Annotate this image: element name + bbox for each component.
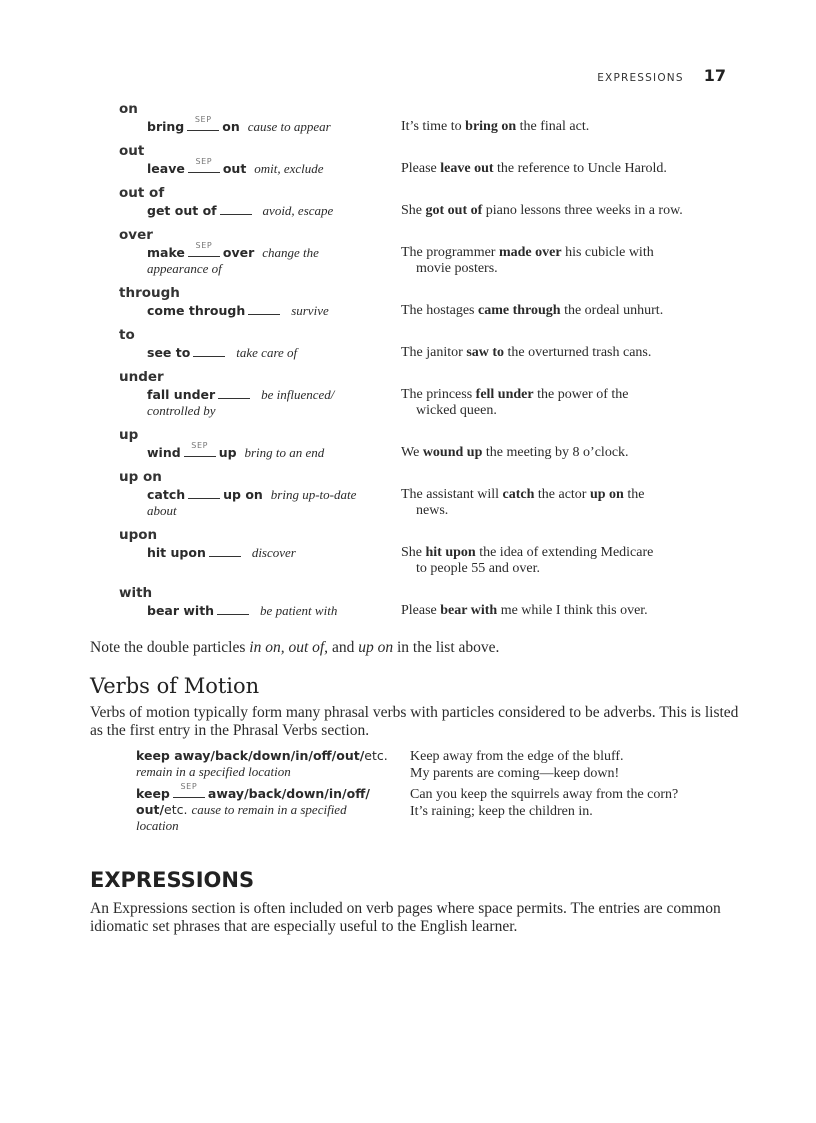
entry-row [147,603,739,619]
particle-heading: to [119,327,135,343]
expressions-paragraph: An Expressions section is often included on verb pages where space permits. The entries are common idiomatic set phrases that are especially useful to the English learner. [90,900,721,935]
example-text: The programmer [401,245,499,260]
entry-row [147,387,739,419]
object-blank [217,603,249,615]
example-sentence: My parents are coming—keep down! [410,766,620,781]
example-continuation: movie posters. [416,261,498,276]
particle-heading: through [119,285,180,301]
phrasal-verb: come through [147,303,246,318]
particle-group [119,143,739,177]
example-text: We [401,445,423,460]
definition: be patient with [260,603,338,618]
note-text: in the list above. [393,639,500,656]
example-cell [401,245,739,277]
entry-row [147,303,739,319]
phrasal-verb: fall under [147,387,216,402]
example-text: the overturned trash cans. [504,345,652,360]
motion-verb: out/ [136,802,165,817]
verb-cell [147,603,401,619]
definition: avoid, escape [262,203,334,218]
phrasal-verb: make [147,245,185,260]
example-cell [401,445,739,461]
example-verb: catch [502,487,535,502]
example-verb: bring on [465,119,517,134]
section-label: EXPRESSIONS [597,72,684,84]
example-cell [401,303,739,319]
note-particle: up on [358,639,394,656]
example-continuation: news. [416,503,449,518]
phrasal-verb-particle: up [218,445,237,460]
particle-group [119,185,739,219]
example-verb: hit upon [425,545,476,560]
entry-row [147,203,739,219]
example-text: The assistant will [401,487,503,502]
verb-cell [147,203,401,219]
motion-verb: keep [136,786,170,801]
example-text: his cubicle with [561,245,654,260]
definition: bring to an end [244,445,325,460]
particle-heading: upon [119,527,158,543]
example-cell [401,487,739,519]
verb-cell [147,115,401,135]
example-text: the idea of extending Medicare [475,545,654,560]
example-continuation: wicked queen. [416,403,497,418]
example-cell [401,603,739,619]
example-cell [401,345,739,361]
definition: bring up-to-date [270,487,357,502]
example-text: Please [401,603,441,618]
particle-group [119,227,739,277]
object-blank [193,345,225,357]
example-text: the final act. [516,119,590,134]
object-blank [188,487,220,499]
example-cell [401,203,739,219]
entry-row [147,241,739,277]
phrasal-verb: get out of [147,203,217,218]
separable-marker: SEP [188,245,220,257]
example-text: the power of the [533,387,629,402]
verb-cell [147,345,401,361]
particle-group [119,369,739,419]
phrasal-verb-particle: up on [223,487,263,502]
separable-marker: SEP [188,161,220,173]
object-blank [209,545,241,557]
definition: discover [251,545,296,560]
etc-label: etc. [164,802,188,817]
particle-group [119,585,739,619]
example-verb: made over [498,245,562,260]
verb-cell [147,387,401,419]
particle-group [119,285,739,319]
motion-verb: keep away/back/down/in/off/out/ [136,748,365,763]
particle-heading: under [119,369,164,385]
separable-marker: SEP [187,119,219,131]
object-blank [248,303,280,315]
definition: controlled by [147,403,216,418]
example-text: piano lessons three weeks in a row. [482,203,683,218]
definition: cause to appear [247,119,331,134]
motion-examples [410,748,736,782]
motion-row [136,782,736,834]
object-blank [220,203,252,215]
example-cell [401,161,739,177]
example-text: the actor [534,487,590,502]
note-text: and [328,639,359,656]
example-text: She [401,203,426,218]
particle-heading: up [119,427,139,443]
phrasal-verb-particle: on [222,119,240,134]
definition: about [147,503,177,518]
particle-heading: over [119,227,153,243]
phrasal-verb: leave [147,161,185,176]
particle-group [119,469,739,519]
phrasal-verb-particle: out [222,161,247,176]
example-verb: leave out [440,161,494,176]
entry-row [147,157,739,177]
example-text: the reference to Uncle Harold. [493,161,667,176]
entry-row [147,487,739,519]
motion-verb-cell [136,748,410,782]
definition: take care of [236,345,298,360]
phrasal-verb: bear with [147,603,215,618]
example-continuation: to people 55 and over. [416,561,541,576]
example-cell [401,387,739,419]
double-particles-note [90,639,499,657]
example-text: The janitor [401,345,467,360]
verbs-of-motion-heading: Verbs of Motion [90,674,260,698]
verb-cell [147,487,401,519]
etc-label: etc. [364,748,388,763]
example-sentence: Can you keep the squirrels away from the corn? [410,787,679,802]
example-verb: wound up [422,445,483,460]
example-verb: up on [589,487,624,502]
example-text: Please [401,161,441,176]
particle-group [119,101,739,135]
motion-verb-list [136,748,736,838]
phrasal-verb: catch [147,487,186,502]
motion-row [136,748,736,782]
particle-heading: out [119,143,145,159]
expressions-heading: EXPRESSIONS [90,868,255,892]
example-text: It’s time to [401,119,466,134]
verb-cell [147,303,401,319]
definition: omit, exclude [254,161,324,176]
particle-heading: on [119,101,138,117]
verb-cell [147,241,401,277]
note-text: Note the double particles [90,639,250,656]
example-cell [401,119,739,135]
definition: cause to remain in a specified [191,802,347,817]
motion-verb: away/back/down/in/off/ [207,786,370,801]
example-verb: bear with [440,603,498,618]
separable-marker: SEP [184,445,216,457]
phrasal-verb: hit upon [147,545,206,560]
entry-row [147,545,739,577]
example-verb: fell under [475,387,534,402]
example-sentence: Keep away from the edge of the bluff. [410,749,624,764]
definition: survive [291,303,329,318]
motion-verb-cell [136,782,410,834]
note-particles: in on, out of, [249,639,329,656]
entry-row [147,115,739,135]
definition: location [136,818,179,833]
particle-group [119,427,739,461]
particle-heading: up on [119,469,162,485]
motion-examples [410,786,736,834]
definition: appearance of [147,261,222,276]
example-verb: got out of [425,203,483,218]
running-head [597,66,726,85]
verb-cell [147,545,401,577]
phrasal-verb-particle: over [222,245,255,260]
verbs-of-motion-paragraph: Verbs of motion typically form many phrasal verbs with particles considered to be adverbs. This is listed as the first entry in the Phrasal Verbs section. [90,704,739,739]
phrasal-verb: wind [147,445,181,460]
example-verb: came through [477,303,561,318]
phrasal-verb-list [119,101,739,627]
definition: be influenced/ [261,387,335,402]
entry-row [147,441,739,461]
example-text: the meeting by 8 o’clock. [482,445,629,460]
particle-heading: with [119,585,153,601]
particle-group [119,527,739,577]
example-text: The hostages [401,303,478,318]
particle-heading: out of [119,185,165,201]
example-text: The princess [401,387,476,402]
separable-marker: SEP [173,786,205,798]
example-sentence: It’s raining; keep the children in. [410,804,593,819]
definition: change the [262,245,319,260]
example-text: She [401,545,426,560]
verb-cell [147,441,401,461]
example-verb: saw to [466,345,505,360]
verb-cell [147,157,401,177]
phrasal-verb: bring [147,119,185,134]
example-text: me while I think this over. [497,603,648,618]
page-number: 17 [703,66,726,85]
example-text: the [623,487,645,502]
example-cell [401,545,739,577]
particle-group [119,327,739,361]
entry-row [147,345,739,361]
definition: remain in a specified location [136,764,291,779]
phrasal-verb: see to [147,345,191,360]
example-text: the ordeal unhurt. [560,303,664,318]
object-blank [218,387,250,399]
